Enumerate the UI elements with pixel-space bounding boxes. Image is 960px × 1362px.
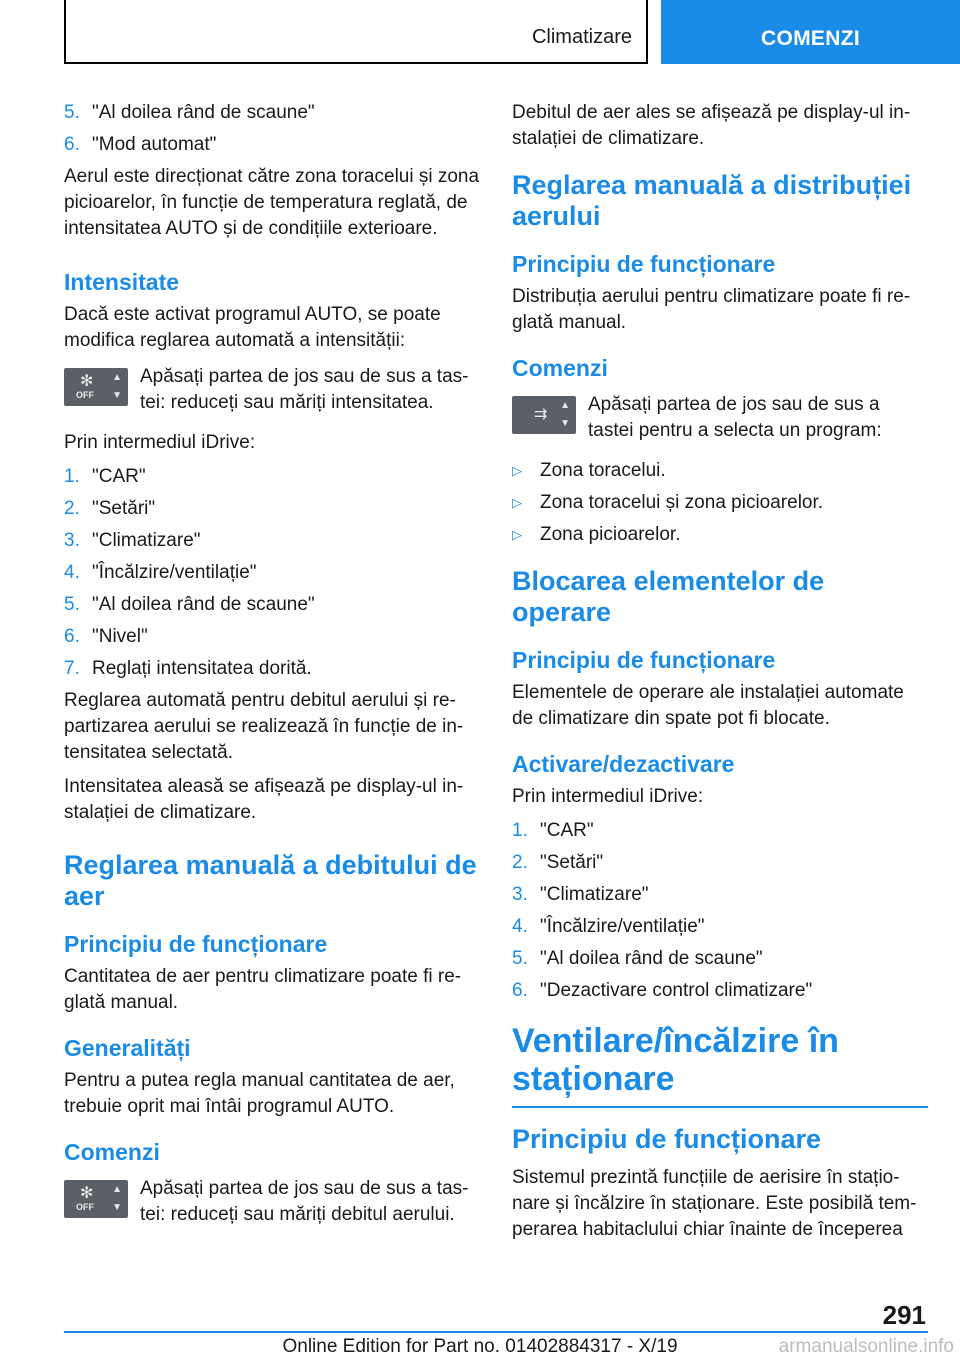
button-instruction bbox=[512, 392, 928, 444]
list-item: 2. "Setări" bbox=[64, 498, 156, 519]
paragraph: Intensitatea aleasă se afișează pe display-ul in‐stalației de climatizare. bbox=[64, 776, 464, 823]
button-instruction bbox=[64, 1176, 480, 1228]
list-item: 5. "Al doilea rând de scaune" bbox=[64, 102, 315, 123]
bullet-item: ▷ Zona toracelui și zona picioarelor. bbox=[512, 490, 928, 516]
off-label: OFF bbox=[76, 1202, 94, 1212]
button-instruction-text: Apăsați partea de jos sau de sus a tas‐tei: reduceți sau măriți intensitatea. bbox=[140, 366, 469, 413]
arrow-down-icon: ▼ bbox=[112, 1202, 122, 1213]
seat-airflow-icon: ⇉ bbox=[534, 406, 548, 423]
heading-comenzi: Comenzi bbox=[512, 355, 608, 381]
bullet-item: ▷ Zona picioarelor. bbox=[512, 522, 928, 548]
heading-ventilare: Ventilare/încălzire în staționare bbox=[512, 1022, 839, 1098]
arrow-down-icon: ▼ bbox=[112, 390, 122, 401]
arrow-up-icon: ▲ bbox=[112, 372, 122, 383]
header-section-box bbox=[64, 0, 648, 64]
list-item: 5. "Al doilea rând de scaune" bbox=[64, 594, 315, 615]
heading-principiu: Principiu de funcționare bbox=[512, 647, 776, 673]
chapter-tab bbox=[661, 0, 960, 64]
air-distribution-button-icon bbox=[512, 396, 576, 434]
watermark: armanualsonline.info bbox=[778, 1336, 954, 1357]
bullet-triangle-icon: ▷ bbox=[512, 463, 522, 478]
heading-principiu: Principiu de funcționare bbox=[512, 251, 776, 277]
list-item: 2. "Setări" bbox=[512, 852, 604, 873]
list-item: 6. "Nivel" bbox=[64, 626, 148, 647]
paragraph: Debitul de aer ales se afișează pe display-ul in‐stalației de climatizare. bbox=[512, 102, 911, 149]
heading-intensitate: Intensitate bbox=[64, 269, 180, 295]
arrow-up-icon: ▲ bbox=[112, 1184, 122, 1195]
chapter-title: COMENZI bbox=[761, 27, 860, 50]
footer-edition: Online Edition for Part no. 01402884317 - X/19 bbox=[282, 1336, 678, 1357]
section-title: Climatizare bbox=[531, 26, 632, 48]
right-column bbox=[512, 100, 928, 1251]
paragraph: Prin intermediul iDrive: bbox=[512, 786, 704, 807]
heading-activare: Activare/dezactivare bbox=[512, 751, 735, 777]
button-instruction-text: Apăsați partea de jos sau de sus a tas‐tei: reduceți sau măriți debitul aerului. bbox=[140, 1178, 469, 1225]
paragraph: Dacă este activat programul AUTO, se poate modifica reglarea automată a intensității: bbox=[64, 304, 441, 351]
heading-blocare: Blocarea elementelor de operare bbox=[512, 566, 825, 627]
page-number: 291 bbox=[882, 1300, 926, 1330]
bullet-triangle-icon: ▷ bbox=[512, 495, 522, 510]
list-item: 7. Reglați intensitatea dorită. bbox=[64, 658, 312, 679]
paragraph: Pentru a putea regla manual cantitatea de aer, trebuie oprit mai întâi programul AUTO. bbox=[64, 1070, 455, 1117]
list-item: 5. "Al doilea rând de scaune" bbox=[512, 948, 763, 969]
paragraph: Distribuția aerului pentru climatizare poate fi re‐glată manual. bbox=[512, 286, 911, 333]
list-item: 1. "CAR" bbox=[64, 466, 146, 487]
left-column bbox=[64, 100, 480, 1238]
paragraph: Reglarea automată pentru debitul aerului și re‐partizarea aerului se realizează în funcție de in‐tensitatea selectată. bbox=[64, 690, 464, 763]
paragraph: Elementele de operare ale instalației automate de climatizare din spate pot fi blocate. bbox=[512, 682, 904, 729]
list-item: 3. "Climatizare" bbox=[512, 884, 649, 905]
bullet-item: ▷ Zona toracelui. bbox=[512, 458, 928, 484]
heading-rule bbox=[512, 1106, 928, 1108]
bullet-triangle-icon: ▷ bbox=[512, 527, 522, 542]
heading-comenzi: Comenzi bbox=[64, 1139, 160, 1165]
heading-debit: Reglarea manuală a debitului de aer bbox=[64, 850, 477, 911]
off-label: OFF bbox=[76, 390, 94, 400]
fan-icon: ✻ bbox=[80, 373, 94, 390]
fan-button-icon bbox=[64, 1180, 128, 1218]
heading-principiu: Principiu de funcționare bbox=[64, 931, 328, 957]
button-instruction-text: Apăsați partea de jos sau de sus a tastei pentru a selecta un program: bbox=[588, 394, 882, 441]
heading-principiu: Principiu de funcționare bbox=[512, 1124, 822, 1154]
button-instruction bbox=[64, 364, 480, 416]
paragraph: Aerul este direcționat către zona toracelui și zona picioarelor, în funcție de temperatura reglată, de intensitatea AUTO și de condițiile exterioare. bbox=[64, 166, 480, 239]
list-item: 6. "Dezactivare control climatizare" bbox=[512, 980, 813, 1001]
heading-distributie: Reglarea manuală a distribuției aerului bbox=[512, 170, 912, 231]
arrow-down-icon: ▼ bbox=[560, 418, 570, 429]
heading-generalitati: Generalități bbox=[64, 1035, 191, 1061]
paragraph: Cantitatea de aer pentru climatizare poate fi re‐glată manual. bbox=[64, 966, 462, 1013]
paragraph: Prin intermediul iDrive: bbox=[64, 432, 256, 453]
footer-rule bbox=[64, 1331, 928, 1333]
list-item: 3. "Climatizare" bbox=[64, 530, 201, 551]
list-item: 4. "Încălzire/ventilație" bbox=[512, 916, 705, 937]
arrow-up-icon: ▲ bbox=[560, 400, 570, 411]
list-item: 6. "Mod automat" bbox=[64, 134, 217, 155]
list-item: 4. "Încălzire/ventilație" bbox=[64, 562, 257, 583]
fan-button-icon bbox=[64, 368, 128, 406]
fan-icon: ✻ bbox=[80, 1185, 94, 1202]
paragraph: Sistemul prezintă funcțiile de aerisire în stațio‐nare și încălzire în staționare. Este posibilă tem‐perarea habitaclului chiar înainte de începerea bbox=[512, 1167, 917, 1240]
list-item: 1. "CAR" bbox=[512, 820, 594, 841]
